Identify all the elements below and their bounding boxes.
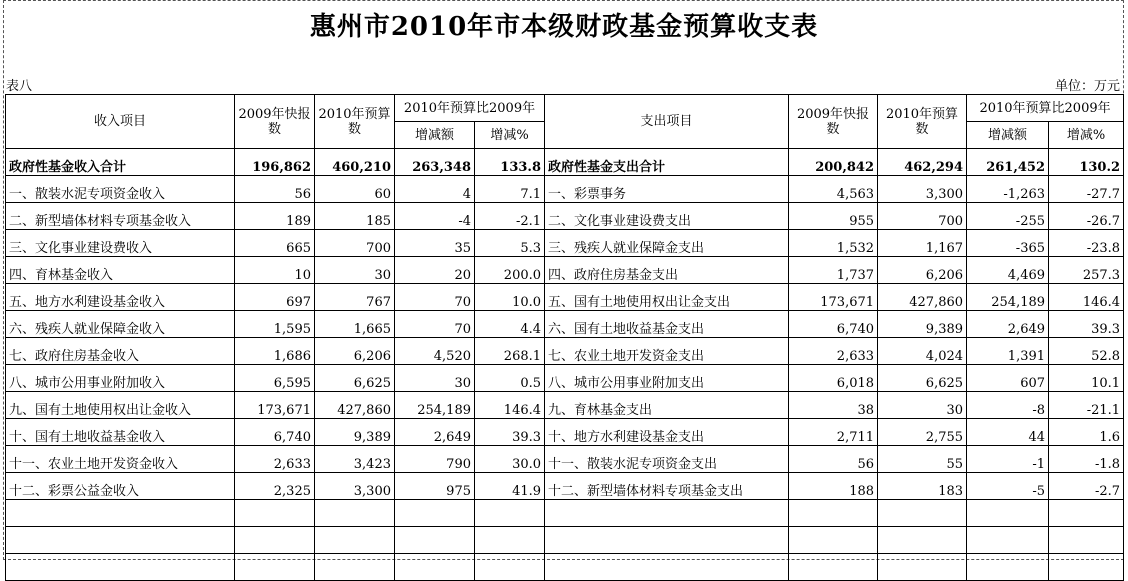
empty-cell [475, 500, 545, 527]
income-item-cell: 政府性基金收入合计 [6, 149, 235, 176]
income-2009-cell: 2,633 [235, 446, 315, 473]
expense-diff-cell: 1,391 [967, 338, 1049, 365]
table-row [6, 149, 1124, 176]
empty-cell [6, 500, 235, 527]
income-pct-cell: 41.9 [475, 473, 545, 500]
expense-2010-cell: 9,389 [878, 311, 967, 338]
income-pct-cell: 4.4 [475, 311, 545, 338]
empty-cell [545, 527, 789, 554]
blank-row [6, 500, 1124, 527]
income-diff-cell: 790 [395, 446, 475, 473]
expense-item-cell: 政府性基金支出合计 [545, 149, 789, 176]
income-2009-cell: 6,595 [235, 365, 315, 392]
expense-item-cell: 四、政府住房基金支出 [545, 257, 789, 284]
expense-item-cell: 十、地方水利建设基金支出 [545, 419, 789, 446]
expense-item-cell: 一、彩票事务 [545, 176, 789, 203]
income-2010-cell: 6,206 [315, 338, 395, 365]
income-item-cell: 三、文化事业建设费收入 [6, 230, 235, 257]
blank-row [6, 527, 1124, 554]
income-pct-cell: 133.8 [475, 149, 545, 176]
expense-pct-cell: 10.1 [1049, 365, 1124, 392]
income-item-cell: 十、国有土地收益基金收入 [6, 419, 235, 446]
income-diff-cell: 975 [395, 473, 475, 500]
table-row [6, 338, 1124, 365]
table-row [6, 284, 1124, 311]
income-2010-cell: 60 [315, 176, 395, 203]
expense-2010-cell: 4,024 [878, 338, 967, 365]
expense-item-cell: 六、国有土地收益基金支出 [545, 311, 789, 338]
table-row [6, 473, 1124, 500]
header-2009-income: 2009年快报数 [235, 95, 315, 149]
income-2009-cell: 10 [235, 257, 315, 284]
empty-cell [967, 554, 1049, 581]
expense-2010-cell: 462,294 [878, 149, 967, 176]
expense-diff-cell: 4,469 [967, 257, 1049, 284]
income-diff-cell: 20 [395, 257, 475, 284]
table-body [6, 149, 1124, 581]
income-diff-cell: 4,520 [395, 338, 475, 365]
income-2010-cell: 427,860 [315, 392, 395, 419]
header-compare-expense: 2010年预算比2009年 [967, 95, 1124, 122]
empty-cell [475, 527, 545, 554]
income-diff-cell: 2,649 [395, 419, 475, 446]
empty-cell [545, 500, 789, 527]
expense-item-cell: 九、育林基金支出 [545, 392, 789, 419]
expense-pct-cell: 257.3 [1049, 257, 1124, 284]
expense-diff-cell: -1,263 [967, 176, 1049, 203]
expense-pct-cell: -1.8 [1049, 446, 1124, 473]
expense-pct-cell: 1.6 [1049, 419, 1124, 446]
empty-cell [967, 500, 1049, 527]
income-item-cell: 二、新型墙体材料专项基金收入 [6, 203, 235, 230]
income-2009-cell: 2,325 [235, 473, 315, 500]
header-change-pct-expense: 增减% [1049, 122, 1124, 149]
header-income-item: 收入项目 [6, 95, 235, 149]
expense-diff-cell: -255 [967, 203, 1049, 230]
income-pct-cell: 5.3 [475, 230, 545, 257]
income-pct-cell: 10.0 [475, 284, 545, 311]
expense-diff-cell: 44 [967, 419, 1049, 446]
income-pct-cell: 200.0 [475, 257, 545, 284]
header-expense-item: 支出项目 [545, 95, 789, 149]
income-2009-cell: 189 [235, 203, 315, 230]
income-pct-cell: 7.1 [475, 176, 545, 203]
income-2010-cell: 1,665 [315, 311, 395, 338]
expense-2010-cell: 30 [878, 392, 967, 419]
income-pct-cell: 268.1 [475, 338, 545, 365]
expense-2010-cell: 2,755 [878, 419, 967, 446]
expense-2009-cell: 173,671 [789, 284, 878, 311]
expense-diff-cell: 261,452 [967, 149, 1049, 176]
expense-2009-cell: 6,018 [789, 365, 878, 392]
table-row [6, 176, 1124, 203]
table-row [6, 392, 1124, 419]
income-diff-cell: -4 [395, 203, 475, 230]
empty-cell [475, 554, 545, 581]
income-item-cell: 一、散装水泥专项资金收入 [6, 176, 235, 203]
income-2010-cell: 460,210 [315, 149, 395, 176]
expense-pct-cell: -2.7 [1049, 473, 1124, 500]
income-2009-cell: 1,595 [235, 311, 315, 338]
income-pct-cell: 39.3 [475, 419, 545, 446]
expense-diff-cell: -8 [967, 392, 1049, 419]
header-change-amount-income: 增减额 [395, 122, 475, 149]
expense-2010-cell: 427,860 [878, 284, 967, 311]
blank-row [6, 554, 1124, 581]
header-2010-expense: 2010年预算数 [878, 95, 967, 149]
income-2010-cell: 9,389 [315, 419, 395, 446]
income-diff-cell: 30 [395, 365, 475, 392]
expense-item-cell: 二、文化事业建设费支出 [545, 203, 789, 230]
income-2009-cell: 665 [235, 230, 315, 257]
expense-pct-cell: 39.3 [1049, 311, 1124, 338]
expense-item-cell: 十一、散装水泥专项资金支出 [545, 446, 789, 473]
expense-2010-cell: 3,300 [878, 176, 967, 203]
table-row [6, 311, 1124, 338]
expense-pct-cell: 146.4 [1049, 284, 1124, 311]
income-item-cell: 十二、彩票公益金收入 [6, 473, 235, 500]
income-2009-cell: 6,740 [235, 419, 315, 446]
income-item-cell: 四、育林基金收入 [6, 257, 235, 284]
expense-2010-cell: 1,167 [878, 230, 967, 257]
table-row [6, 230, 1124, 257]
page-title: 惠州市2010年市本级财政基金预算收支表 [309, 12, 819, 42]
header-2010-income: 2010年预算数 [315, 95, 395, 149]
income-2009-cell: 56 [235, 176, 315, 203]
expense-diff-cell: -1 [967, 446, 1049, 473]
empty-cell [878, 527, 967, 554]
income-2009-cell: 1,686 [235, 338, 315, 365]
header-change-amount-expense: 增减额 [967, 122, 1049, 149]
income-diff-cell: 4 [395, 176, 475, 203]
expense-2010-cell: 6,625 [878, 365, 967, 392]
expense-diff-cell: -5 [967, 473, 1049, 500]
expense-2009-cell: 56 [789, 446, 878, 473]
income-diff-cell: 70 [395, 311, 475, 338]
income-2010-cell: 3,423 [315, 446, 395, 473]
empty-cell [1049, 500, 1124, 527]
empty-cell [315, 554, 395, 581]
table-row [6, 419, 1124, 446]
expense-diff-cell: -365 [967, 230, 1049, 257]
expense-item-cell: 十二、新型墙体材料专项基金支出 [545, 473, 789, 500]
expense-diff-cell: 2,649 [967, 311, 1049, 338]
expense-2010-cell: 6,206 [878, 257, 967, 284]
table-row [6, 365, 1124, 392]
income-2010-cell: 6,625 [315, 365, 395, 392]
income-pct-cell: 0.5 [475, 365, 545, 392]
expense-2009-cell: 38 [789, 392, 878, 419]
income-2009-cell: 196,862 [235, 149, 315, 176]
empty-cell [878, 554, 967, 581]
empty-cell [789, 554, 878, 581]
income-item-cell: 七、政府住房基金收入 [6, 338, 235, 365]
expense-2009-cell: 1,532 [789, 230, 878, 257]
unit-label: 单位：万元 [1054, 79, 1120, 94]
empty-cell [1049, 527, 1124, 554]
income-diff-cell: 70 [395, 284, 475, 311]
empty-cell [545, 554, 789, 581]
table-row [6, 257, 1124, 284]
income-2009-cell: 697 [235, 284, 315, 311]
expense-2009-cell: 1,737 [789, 257, 878, 284]
empty-cell [6, 554, 235, 581]
table-row [6, 446, 1124, 473]
expense-item-cell: 三、残疾人就业保障金支出 [545, 230, 789, 257]
header-2009-expense: 2009年快报数 [789, 95, 878, 149]
expense-2009-cell: 6,740 [789, 311, 878, 338]
budget-table [5, 94, 1124, 581]
income-pct-cell: 146.4 [475, 392, 545, 419]
income-pct-cell: -2.1 [475, 203, 545, 230]
expense-2009-cell: 188 [789, 473, 878, 500]
income-2010-cell: 700 [315, 230, 395, 257]
empty-cell [967, 527, 1049, 554]
income-diff-cell: 254,189 [395, 392, 475, 419]
empty-cell [1049, 554, 1124, 581]
header-compare-income: 2010年预算比2009年 [395, 95, 545, 122]
income-2010-cell: 767 [315, 284, 395, 311]
table-label: 表八 [6, 79, 33, 94]
empty-cell [395, 554, 475, 581]
expense-2009-cell: 4,563 [789, 176, 878, 203]
table-row [6, 203, 1124, 230]
empty-cell [395, 527, 475, 554]
income-diff-cell: 263,348 [395, 149, 475, 176]
income-item-cell: 五、地方水利建设基金收入 [6, 284, 235, 311]
empty-cell [789, 527, 878, 554]
empty-cell [235, 527, 315, 554]
expense-2009-cell: 200,842 [789, 149, 878, 176]
expense-pct-cell: -21.1 [1049, 392, 1124, 419]
empty-cell [235, 554, 315, 581]
expense-2010-cell: 55 [878, 446, 967, 473]
income-diff-cell: 35 [395, 230, 475, 257]
expense-pct-cell: -23.8 [1049, 230, 1124, 257]
empty-cell [315, 500, 395, 527]
empty-cell [235, 500, 315, 527]
income-pct-cell: 30.0 [475, 446, 545, 473]
income-2009-cell: 173,671 [235, 392, 315, 419]
expense-pct-cell: -26.7 [1049, 203, 1124, 230]
income-2010-cell: 3,300 [315, 473, 395, 500]
expense-pct-cell: 130.2 [1049, 149, 1124, 176]
header-change-pct-income: 增减% [475, 122, 545, 149]
expense-2009-cell: 955 [789, 203, 878, 230]
expense-pct-cell: -27.7 [1049, 176, 1124, 203]
expense-diff-cell: 607 [967, 365, 1049, 392]
expense-2010-cell: 700 [878, 203, 967, 230]
empty-cell [6, 527, 235, 554]
empty-cell [315, 527, 395, 554]
income-2010-cell: 30 [315, 257, 395, 284]
income-2010-cell: 185 [315, 203, 395, 230]
expense-item-cell: 七、农业土地开发资金支出 [545, 338, 789, 365]
empty-cell [395, 500, 475, 527]
expense-item-cell: 八、城市公用事业附加支出 [545, 365, 789, 392]
expense-diff-cell: 254,189 [967, 284, 1049, 311]
empty-cell [789, 500, 878, 527]
expense-2009-cell: 2,633 [789, 338, 878, 365]
income-item-cell: 九、国有土地使用权出让金收入 [6, 392, 235, 419]
income-item-cell: 六、残疾人就业保障金收入 [6, 311, 235, 338]
income-item-cell: 十一、农业土地开发资金收入 [6, 446, 235, 473]
empty-cell [878, 500, 967, 527]
expense-pct-cell: 52.8 [1049, 338, 1124, 365]
expense-2009-cell: 2,711 [789, 419, 878, 446]
expense-2010-cell: 183 [878, 473, 967, 500]
expense-item-cell: 五、国有土地使用权出让金支出 [545, 284, 789, 311]
income-item-cell: 八、城市公用事业附加收入 [6, 365, 235, 392]
